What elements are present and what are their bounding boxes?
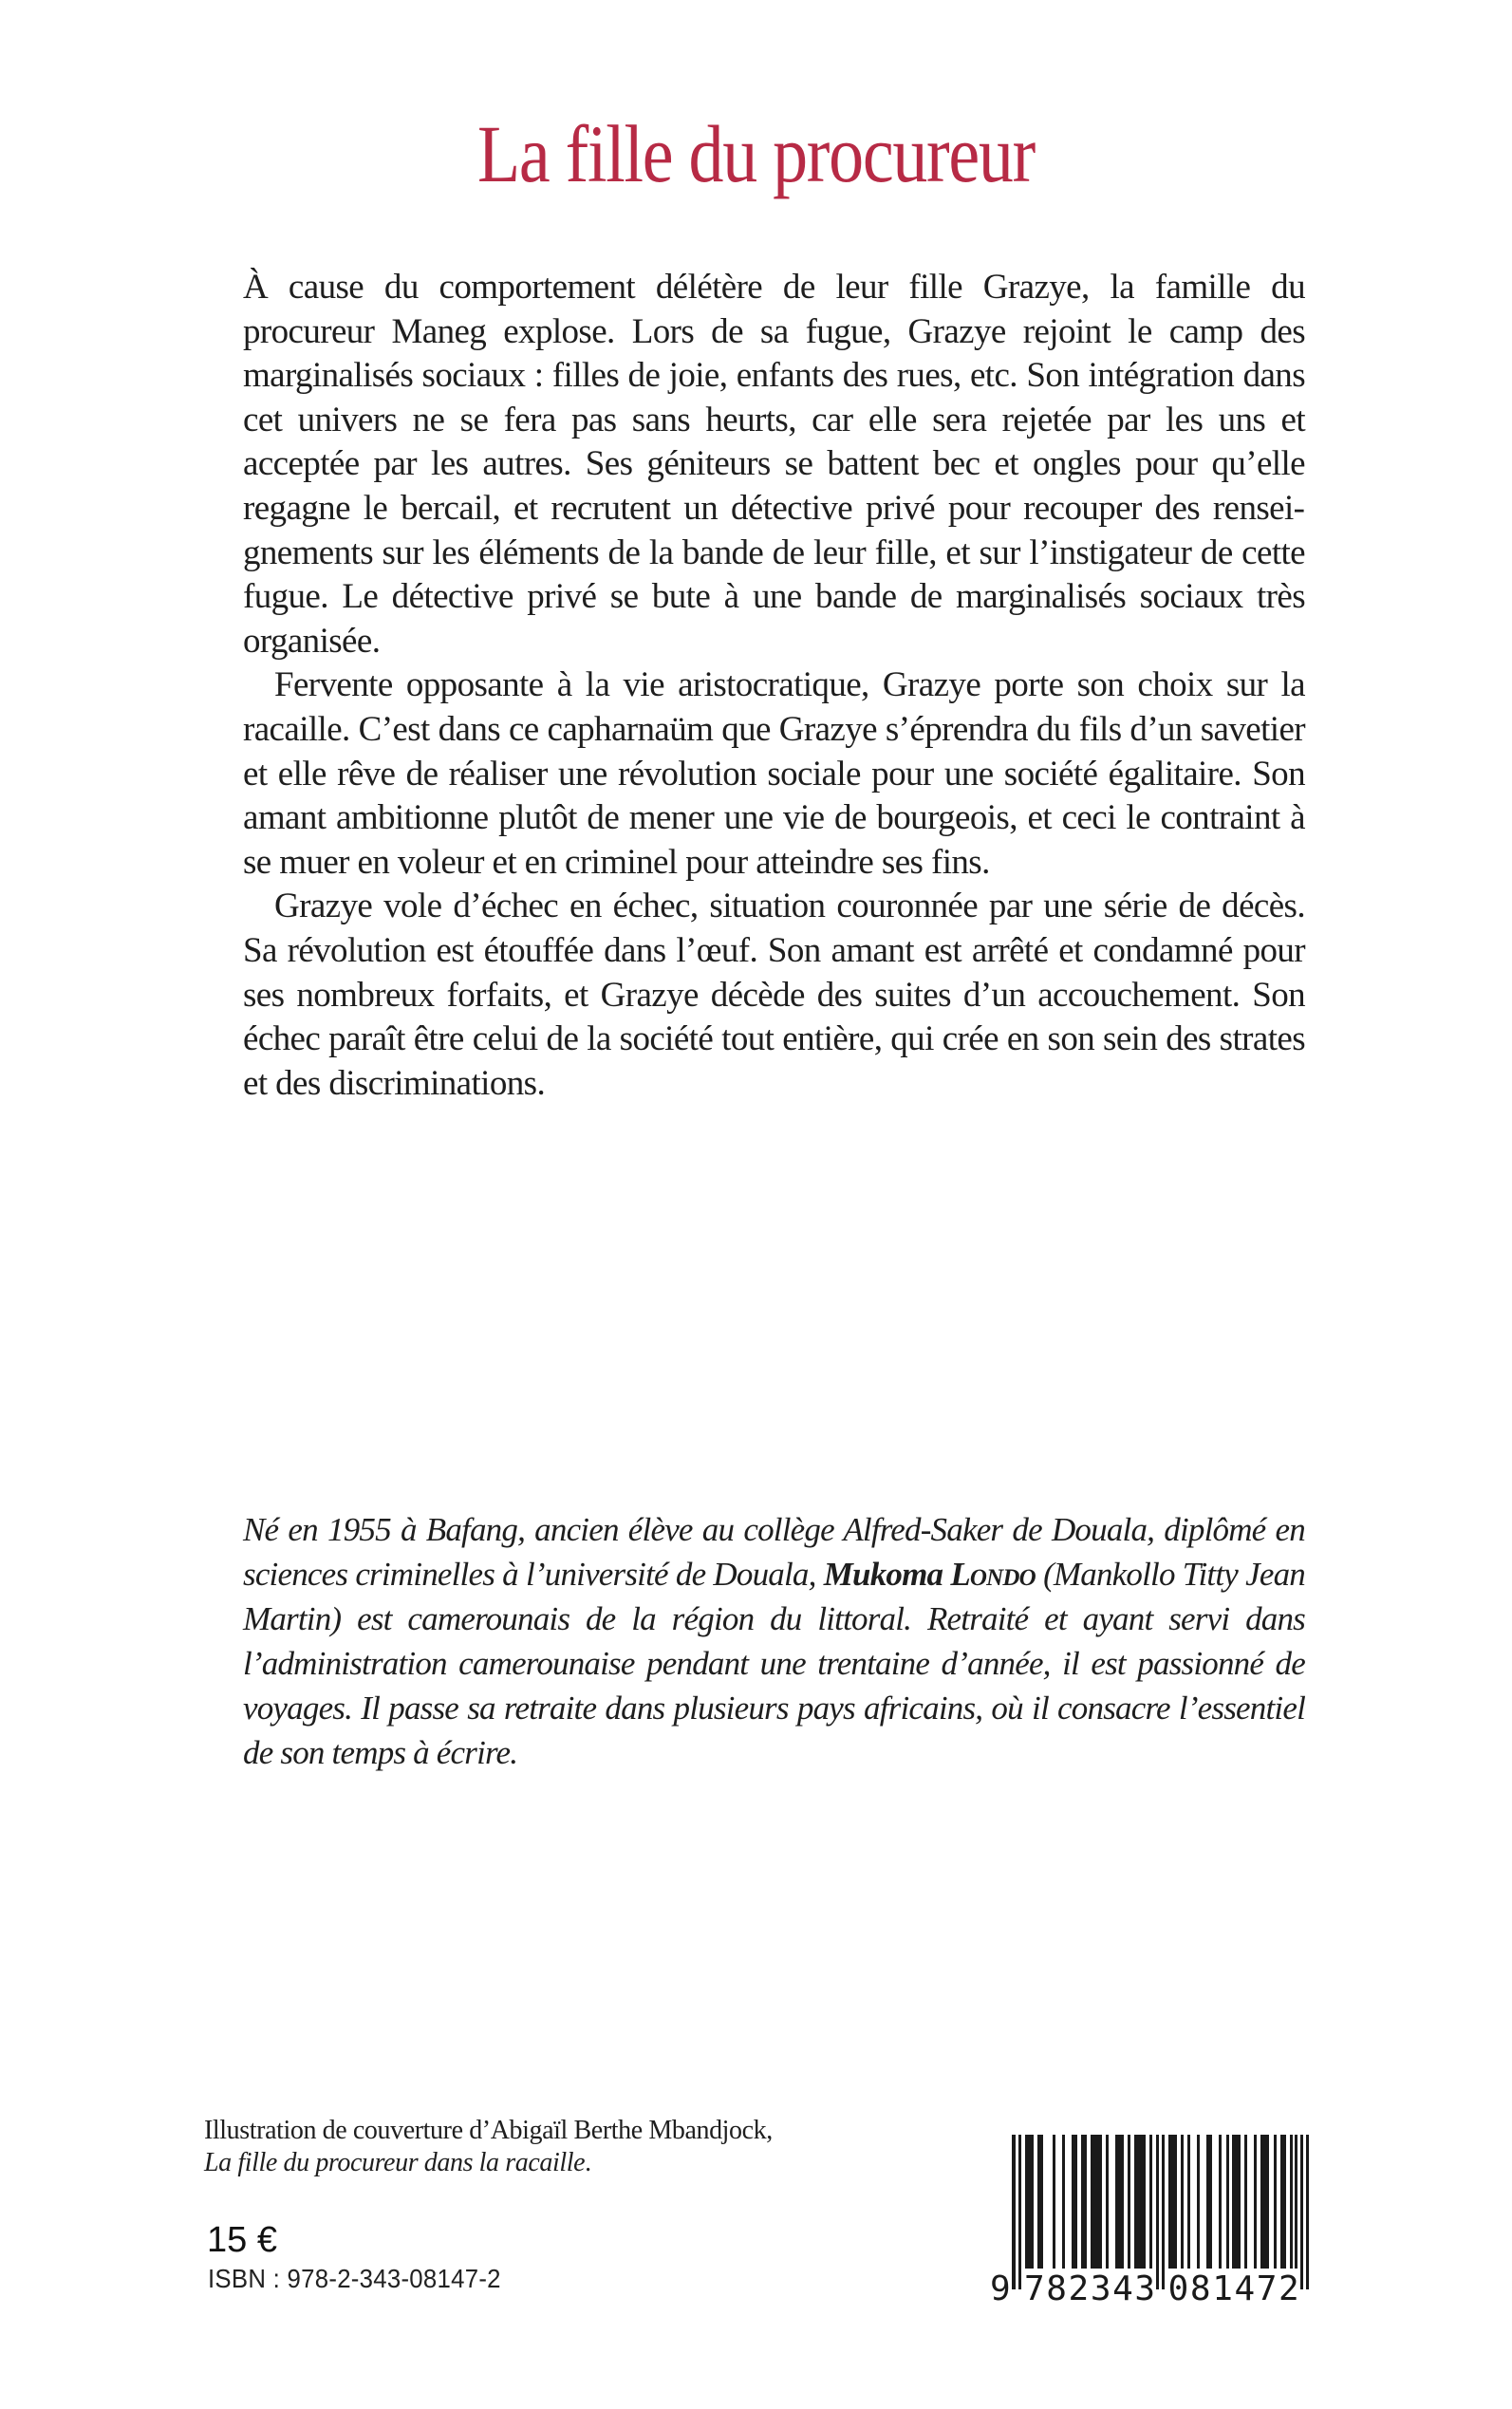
credit-line: Illustration de couverture d’Abigaïl Berthe Mbandjock, [204, 2116, 773, 2145]
price-label: 15 € [207, 2220, 277, 2260]
author-last-name: Londo [950, 1556, 1036, 1593]
credit-work-title [204, 2147, 925, 2179]
book-title: La fille du procureur [477, 108, 1035, 199]
summary-paragraph-1: À cause du comportement délétère de leur fille Grazye, la famille du procureur Maneg explose. Lors de sa fugue, Grazye rejoint le camp des marginalisés sociaux : filles de joie, enfants des rues, etc. Son intégration dans cet univers ne se fera pas sans heurts, car elle sera rejetée par les uns et acceptée par les autres. Ses géniteurs se battent bec et ongles pour qu’elle regagne le bercail, et recrutent un détective privé pour recouper des renseignements sur les éléments de la bande de leur fille, et sur l’instigateur de cette fugue. Le détective privé se bute à une bande de marginalisés sociaux très organisée. [243, 268, 1305, 661]
barcode-digits-left: 782343 [1024, 2269, 1157, 2308]
bio-text-before: Né en 1955 à Bafang, ancien élève au collège Alfred-Saker de Douala, diplômé en sciences criminelles à l’université de Douala, [243, 1511, 1305, 1593]
author-bio [243, 1507, 1305, 1775]
barcode-digit-first: 9 [990, 2269, 1011, 2308]
author-first-name: Mukoma [823, 1556, 943, 1593]
summary-paragraph-3: Grazye vole d’échec en échec, situation couronnée par une série de décès. Sa révolution est étouffée dans l’œuf. Son amant est arrêté et condamné pour ses nombreux forfaits, et Grazye décède des suites d’un accouchement. Son échec paraît être celui de la société tout entière, qui crée en son sein des strates et des discriminations. [243, 887, 1305, 1103]
book-summary [243, 266, 1305, 1106]
isbn-label: ISBN : 978-2-343-08147-2 [208, 2264, 501, 2293]
summary-paragraph-2: Fervente opposante à la vie aristocratique, Grazye porte son choix sur la racaille. C’est dans ce capharnaüm que Grazye s’éprendra du fils d’un savetier et elle rêve de réaliser une révolution sociale pour une société égalitaire. Son amant ambitionne plutôt de mener une vie de bourgeois, et ceci le contraint à se muer en voleur et en criminel pour atteindre ses fins. [243, 665, 1305, 882]
barcode-number [990, 2270, 1313, 2308]
bio-text-after: (Mankollo Titty Jean Martin) est camerounais de la région du littoral. Retraité et ayant servi dans l’administration camerounaise pendant une trentaine d’année, il est passionné de voyages. Il passe sa retraite dans plusieurs pays africains, où il consacre l’essentiel de son temps à écrire. [243, 1556, 1305, 1771]
cover-illustration-credit [204, 2115, 925, 2179]
barcode-digits-right: 081472 [1167, 2269, 1301, 2308]
credit-work-name: La fille du procureur dans la racaille [204, 2148, 586, 2177]
credit-work-suffix: . [585, 2148, 591, 2177]
